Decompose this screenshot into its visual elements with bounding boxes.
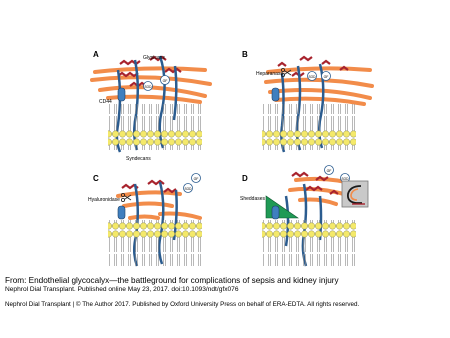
panel-d: [240, 166, 368, 267]
label-glypicans: Glypicans: [143, 55, 165, 61]
figure-copyright: Nephrol Dial Transplant | © The Author 2017. Published by Oxford University Press on behalf of ERA-EDTA. All rights reserved.: [5, 301, 360, 308]
label-cd44: CD44: [99, 99, 112, 105]
label-syndecans: Syndecans: [126, 156, 151, 162]
label-hyaluronidase: Hyaluronidase: [88, 197, 120, 203]
hyaluronan-fragments: [118, 192, 200, 218]
panel-c: [88, 174, 202, 267]
label-sheddases: Sheddases: [240, 196, 266, 202]
cd44-receptor: [272, 88, 279, 101]
label-gf: GF: [162, 79, 168, 83]
label-sod: SOD: [308, 75, 316, 79]
lipid-bilayer: [108, 220, 202, 266]
sheddase-enzyme: [266, 196, 298, 218]
lipid-bilayer: [262, 104, 356, 150]
cd44-receptor: [118, 88, 125, 101]
lipid-bilayer: [108, 104, 202, 150]
panel-a-letter: A: [93, 50, 99, 59]
lipid-bilayer: [262, 220, 356, 266]
figure-citation: Nephrol Dial Transplant. Published online May 23, 2017. doi:10.1093/ndt/gfx076: [5, 286, 239, 293]
label-gf: GF: [323, 75, 329, 79]
shed-fragment-inset: [342, 181, 368, 207]
label-sod: SOD: [144, 85, 152, 89]
label-heparanase: Heparanase: [256, 71, 284, 77]
panel-b: [242, 50, 372, 152]
panel-b-letter: B: [242, 50, 248, 59]
label-gf: GF: [193, 177, 199, 181]
panel-c-letter: C: [93, 174, 99, 183]
cd44-receptor: [272, 206, 279, 219]
cd44-receptor: [118, 206, 125, 219]
figure-caption-title: From: Endothelial glycocalyx—the battleground for complications of sepsis and kidney injury: [5, 276, 339, 285]
panel-d-letter: D: [242, 174, 248, 183]
heparan-sulfate-chains: [122, 181, 176, 192]
panel-a: [92, 50, 210, 162]
label-sod: SOD: [341, 177, 349, 181]
label-sod: SOD: [184, 187, 192, 191]
label-gf: GF: [326, 169, 332, 173]
